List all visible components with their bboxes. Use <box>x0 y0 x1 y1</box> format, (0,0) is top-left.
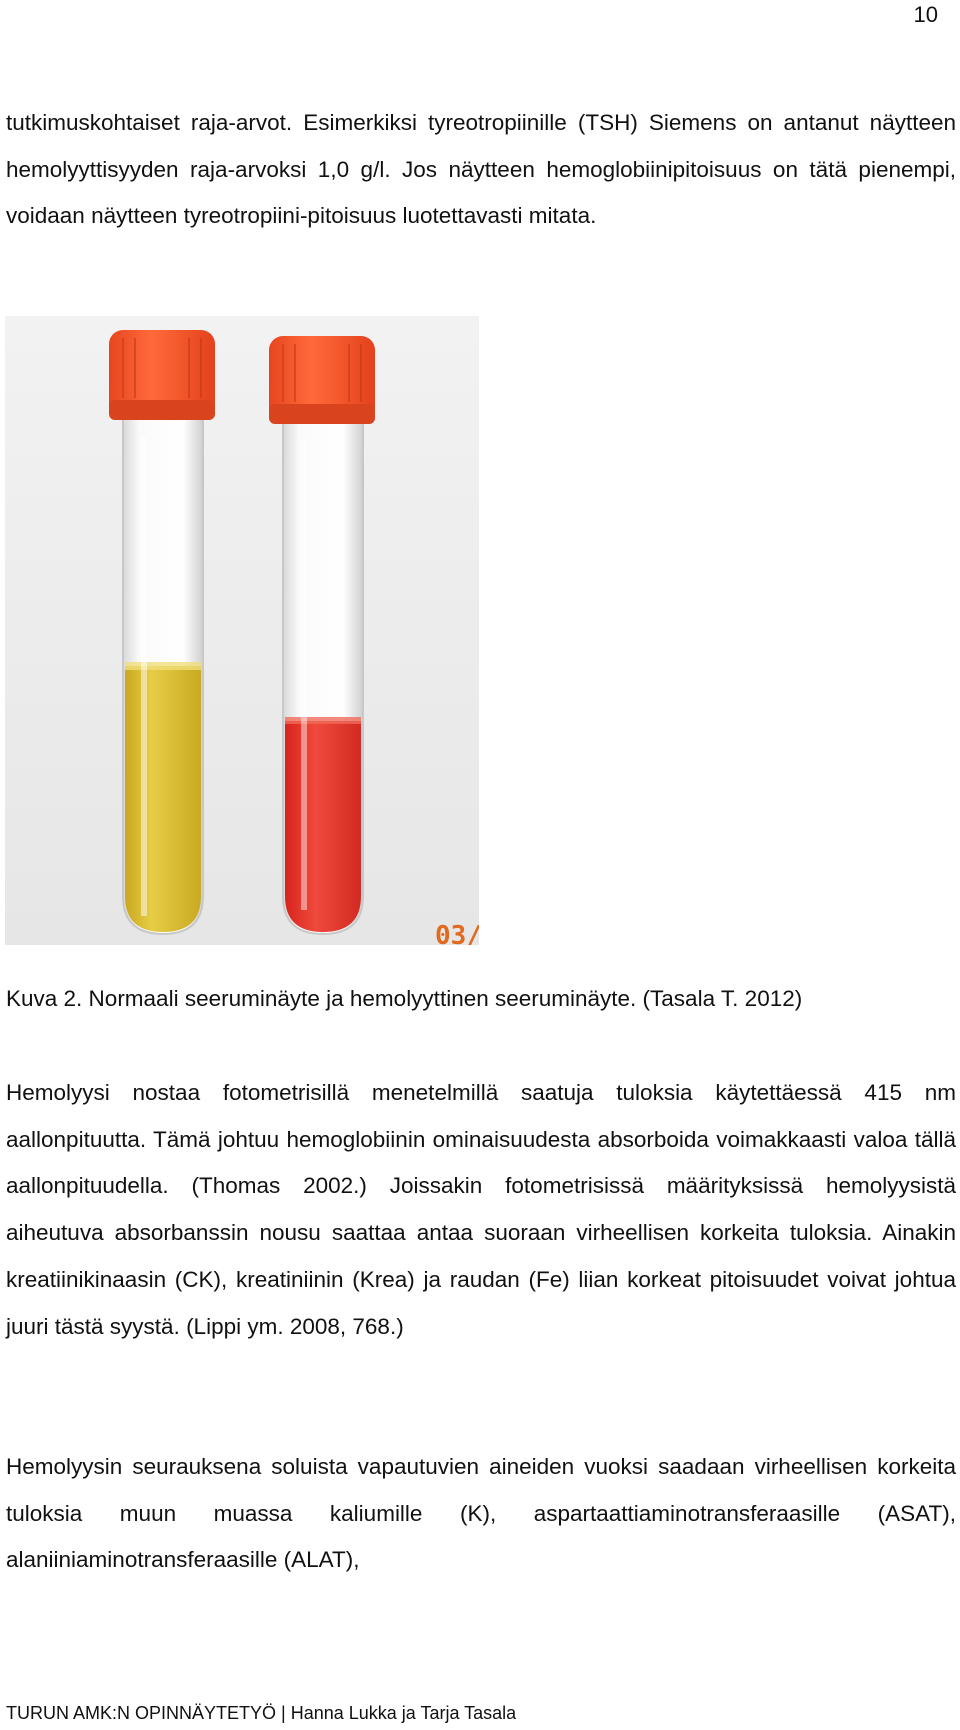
photo-date-stamp: 03/ <box>435 921 479 945</box>
paragraph-2: Hemolyysi nostaa fotometrisillä menetelmillä saatuja tuloksia käytettäessä 415 nm aallonpituutta. Tämä johtuu hemoglobiinin ominaisuudesta absorboida voimakkaasti valoa tällä aallonpituudella. (Thomas 2002.) Joissakin fotometrisissä määrityksissä hemolyysistä aiheutuva absorbanssin nousu saattaa antaa suoraan virheellisen korkeita tuloksia. Ainakin kreatiinikinaasin (CK), kreatiniinin (Krea) ja raudan (Fe) liian korkeat pitoisuudet voivat johtua juuri tästä syystä. (Lippi ym. 2008, 768.) <box>6 1080 956 1339</box>
page-number: 10 <box>913 2 938 27</box>
paragraph-3: Hemolyysin seurauksena soluista vapautuvien aineiden vuoksi saadaan virheellisen korkeita tuloksia muun muassa kaliumille (K), aspartaattiaminotransferaasille (ASAT), alaniiniaminotransferaasille (ALAT), <box>6 1454 956 1573</box>
normal-serum-tube <box>109 330 215 934</box>
red-serum <box>285 721 361 932</box>
paragraph-1: tutkimuskohtaiset raja-arvot. Esimerkiksi tyreotropiinille (TSH) Siemens on antanut näytteen hemolyyttisyyden raja-arvoksi 1,0 g/l. Jos näytteen hemoglobiinipitoisuus on tätä pienempi, voidaan näytteen tyreotropiini-pitoisuus luotettavasti mitata. <box>6 110 956 229</box>
test-tubes-photo <box>5 316 479 945</box>
figure-caption: Kuva 2. Normaali seeruminäyte ja hemolyyttinen seeruminäyte. (Tasala T. 2012) <box>6 986 803 1011</box>
hemolytic-serum-tube <box>269 336 375 934</box>
photo-background <box>5 316 479 945</box>
footer: TURUN AMK:N OPINNÄYTETYÖ | Hanna Lukka ja Tarja Tasala <box>6 1703 517 1723</box>
yellow-serum <box>125 666 201 932</box>
